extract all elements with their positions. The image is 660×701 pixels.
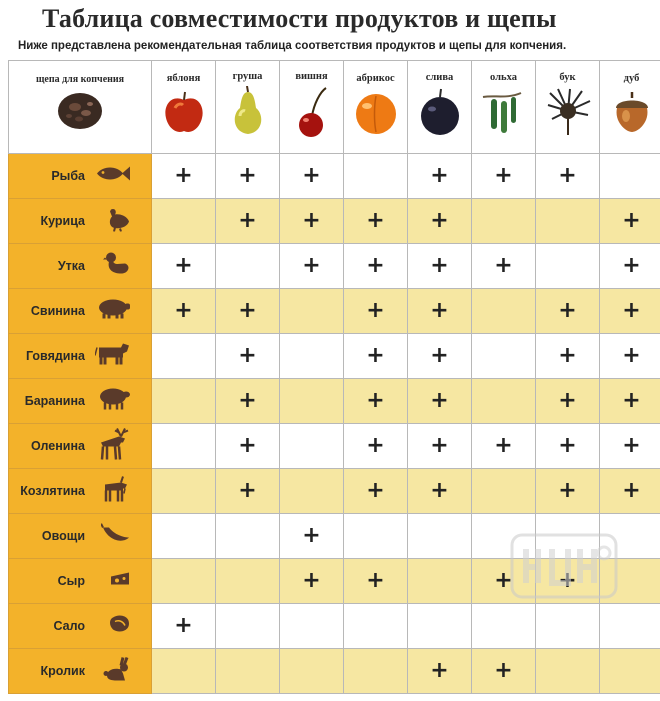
row-label: Курица bbox=[40, 214, 85, 228]
cheese-icon bbox=[109, 571, 131, 592]
plus-mark: + bbox=[238, 343, 257, 368]
plus-mark: + bbox=[558, 343, 577, 368]
plus-mark: + bbox=[238, 298, 257, 323]
column-header-cherry bbox=[280, 61, 344, 154]
lard-icon bbox=[109, 614, 131, 639]
fish-icon bbox=[95, 165, 131, 188]
compatibility-cell bbox=[472, 244, 536, 289]
compatibility-cell bbox=[152, 514, 216, 559]
plus-mark: + bbox=[302, 163, 321, 188]
compatibility-cell bbox=[216, 289, 280, 334]
column-header-apple bbox=[152, 61, 216, 154]
compatibility-cell bbox=[344, 334, 408, 379]
compatibility-cell bbox=[344, 199, 408, 244]
corner-label: щепа для копчения bbox=[35, 73, 125, 85]
compatibility-cell bbox=[408, 514, 472, 559]
row-label: Оленина bbox=[30, 439, 85, 453]
plus-mark: + bbox=[494, 658, 513, 683]
compatibility-cell bbox=[280, 649, 344, 694]
compatibility-cell bbox=[408, 199, 472, 244]
compatibility-cell bbox=[344, 424, 408, 469]
compatibility-cell bbox=[216, 559, 280, 604]
compatibility-cell bbox=[600, 289, 660, 334]
compatibility-cell bbox=[344, 289, 408, 334]
plus-mark: + bbox=[622, 388, 641, 413]
plus-mark: + bbox=[430, 343, 449, 368]
plus-mark: + bbox=[174, 163, 193, 188]
row-header bbox=[9, 514, 152, 559]
compatibility-cell bbox=[344, 604, 408, 649]
compatibility-cell bbox=[280, 379, 344, 424]
compatibility-cell bbox=[472, 649, 536, 694]
header-row bbox=[9, 61, 660, 154]
compatibility-cell bbox=[216, 199, 280, 244]
compatibility-cell bbox=[216, 514, 280, 559]
plus-mark: + bbox=[302, 253, 321, 278]
plus-mark: + bbox=[430, 433, 449, 458]
compatibility-cell bbox=[216, 244, 280, 289]
compatibility-cell bbox=[536, 199, 600, 244]
acorn-icon bbox=[608, 88, 656, 136]
compatibility-cell bbox=[344, 469, 408, 514]
compatibility-cell bbox=[152, 199, 216, 244]
row-header bbox=[9, 469, 152, 514]
compatibility-cell bbox=[344, 379, 408, 424]
row-header bbox=[9, 424, 152, 469]
column-header-pear bbox=[216, 61, 280, 154]
plus-mark: + bbox=[494, 433, 513, 458]
compatibility-cell bbox=[600, 424, 660, 469]
chicken-icon bbox=[105, 206, 131, 237]
compatibility-cell bbox=[600, 469, 660, 514]
compatibility-cell bbox=[600, 649, 660, 694]
plus-mark: + bbox=[622, 298, 641, 323]
row-label: Сыр bbox=[57, 574, 85, 588]
compatibility-cell bbox=[536, 289, 600, 334]
table-row bbox=[9, 379, 660, 424]
column-label: ольха bbox=[490, 71, 517, 83]
compatibility-cell bbox=[600, 334, 660, 379]
compatibility-cell bbox=[216, 424, 280, 469]
row-label: Овощи bbox=[41, 529, 85, 543]
apple-icon bbox=[161, 88, 207, 136]
compatibility-cell bbox=[344, 559, 408, 604]
compatibility-cell bbox=[472, 469, 536, 514]
wood-chips-icon bbox=[55, 85, 105, 131]
sheep-icon bbox=[97, 387, 131, 416]
table-row bbox=[9, 334, 660, 379]
compatibility-cell bbox=[344, 514, 408, 559]
column-header-beech bbox=[536, 61, 600, 154]
plus-mark: + bbox=[494, 163, 513, 188]
compatibility-cell bbox=[344, 649, 408, 694]
row-label: Свинина bbox=[30, 304, 85, 318]
row-header bbox=[9, 604, 152, 649]
table-row bbox=[9, 244, 660, 289]
duck-icon bbox=[103, 252, 131, 281]
compatibility-cell bbox=[536, 649, 600, 694]
plus-mark: + bbox=[366, 478, 385, 503]
column-label: бук bbox=[559, 71, 576, 83]
row-header bbox=[9, 199, 152, 244]
row-label: Рыба bbox=[51, 169, 85, 183]
row-header bbox=[9, 244, 152, 289]
compatibility-cell bbox=[152, 379, 216, 424]
column-label: абрикос bbox=[356, 72, 395, 84]
plus-mark: + bbox=[430, 298, 449, 323]
plus-mark: + bbox=[238, 208, 257, 233]
plus-mark: + bbox=[622, 478, 641, 503]
compatibility-cell bbox=[280, 604, 344, 649]
row-label: Кролик bbox=[40, 664, 85, 678]
compatibility-cell bbox=[152, 244, 216, 289]
plus-mark: + bbox=[622, 208, 641, 233]
compatibility-cell bbox=[152, 604, 216, 649]
pig-icon bbox=[97, 298, 131, 325]
compatibility-cell bbox=[216, 379, 280, 424]
compatibility-cell bbox=[472, 199, 536, 244]
compatibility-cell bbox=[408, 649, 472, 694]
plus-mark: + bbox=[558, 388, 577, 413]
corner-cell bbox=[9, 61, 152, 154]
compatibility-cell bbox=[216, 604, 280, 649]
compatibility-cell bbox=[536, 244, 600, 289]
compatibility-cell bbox=[216, 334, 280, 379]
plus-mark: + bbox=[366, 388, 385, 413]
plus-mark: + bbox=[558, 298, 577, 323]
plus-mark: + bbox=[558, 478, 577, 503]
compatibility-cell bbox=[152, 154, 216, 199]
plus-mark: + bbox=[174, 613, 193, 638]
plus-mark: + bbox=[366, 253, 385, 278]
compatibility-cell bbox=[280, 154, 344, 199]
table-row bbox=[9, 604, 660, 649]
compatibility-cell bbox=[216, 154, 280, 199]
plus-mark: + bbox=[494, 568, 513, 593]
row-label: Говядина bbox=[25, 349, 85, 363]
plus-mark: + bbox=[622, 253, 641, 278]
compatibility-cell bbox=[280, 334, 344, 379]
compatibility-cell bbox=[408, 379, 472, 424]
compatibility-cell bbox=[472, 289, 536, 334]
row-header bbox=[9, 289, 152, 334]
compatibility-cell bbox=[280, 469, 344, 514]
plus-mark: + bbox=[558, 568, 577, 593]
row-header bbox=[9, 334, 152, 379]
deer-icon bbox=[97, 427, 131, 466]
compatibility-cell bbox=[216, 649, 280, 694]
table-row bbox=[9, 199, 660, 244]
compatibility-cell bbox=[472, 334, 536, 379]
page-subtitle: Ниже представлена рекомендательная таблица соответствия продуктов и щепы для копчения. bbox=[18, 40, 567, 52]
rabbit-icon bbox=[103, 656, 131, 687]
compatibility-cell bbox=[216, 469, 280, 514]
compatibility-cell bbox=[536, 424, 600, 469]
compatibility-cell bbox=[536, 469, 600, 514]
column-header-plum bbox=[408, 61, 472, 154]
compatibility-cell bbox=[472, 154, 536, 199]
cow-icon bbox=[95, 342, 131, 371]
compatibility-cell bbox=[600, 379, 660, 424]
row-label: Баранина bbox=[24, 394, 85, 408]
apricot-icon bbox=[352, 88, 400, 136]
table-row bbox=[9, 154, 660, 199]
plus-mark: + bbox=[238, 478, 257, 503]
compatibility-cell bbox=[152, 469, 216, 514]
table-row bbox=[9, 649, 660, 694]
plus-mark: + bbox=[366, 568, 385, 593]
compatibility-cell bbox=[152, 559, 216, 604]
column-label: слива bbox=[425, 71, 454, 83]
goat-icon bbox=[101, 475, 131, 508]
compatibility-cell bbox=[408, 559, 472, 604]
compatibility-cell bbox=[344, 154, 408, 199]
compatibility-cell bbox=[408, 604, 472, 649]
plus-mark: + bbox=[622, 433, 641, 458]
plus-mark: + bbox=[366, 433, 385, 458]
compatibility-cell bbox=[600, 199, 660, 244]
compatibility-cell bbox=[600, 604, 660, 649]
compatibility-cell bbox=[280, 424, 344, 469]
compatibility-cell bbox=[152, 424, 216, 469]
compatibility-cell bbox=[536, 379, 600, 424]
plus-mark: + bbox=[558, 163, 577, 188]
compatibility-cell bbox=[280, 289, 344, 334]
plus-mark: + bbox=[302, 523, 321, 548]
compatibility-cell bbox=[152, 649, 216, 694]
page-title: Таблица совместимости продуктов и щепы bbox=[42, 4, 557, 33]
plus-mark: + bbox=[366, 298, 385, 323]
compatibility-cell bbox=[280, 244, 344, 289]
compatibility-cell bbox=[408, 244, 472, 289]
row-label: Сало bbox=[53, 619, 85, 633]
plus-mark: + bbox=[430, 163, 449, 188]
column-label: дуб bbox=[623, 72, 640, 84]
table-row bbox=[9, 424, 660, 469]
compatibility-cell bbox=[344, 244, 408, 289]
plus-mark: + bbox=[366, 343, 385, 368]
row-label: Утка bbox=[57, 259, 85, 273]
column-label: яблоня bbox=[166, 72, 201, 84]
compatibility-cell bbox=[152, 289, 216, 334]
plus-mark: + bbox=[430, 478, 449, 503]
table-row bbox=[9, 289, 660, 334]
compatibility-cell bbox=[472, 424, 536, 469]
plus-mark: + bbox=[430, 658, 449, 683]
compatibility-cell bbox=[536, 604, 600, 649]
row-header bbox=[9, 559, 152, 604]
plus-mark: + bbox=[430, 253, 449, 278]
plum-icon bbox=[417, 87, 463, 137]
cherry-icon bbox=[292, 86, 332, 138]
compatibility-cell bbox=[408, 424, 472, 469]
compatibility-cell bbox=[472, 604, 536, 649]
plus-mark: + bbox=[366, 208, 385, 233]
plus-mark: + bbox=[558, 433, 577, 458]
plus-mark: + bbox=[622, 343, 641, 368]
pear-icon bbox=[228, 86, 268, 138]
plus-mark: + bbox=[302, 568, 321, 593]
plus-mark: + bbox=[430, 388, 449, 413]
row-label: Козлятина bbox=[20, 484, 85, 498]
compatibility-cell bbox=[472, 379, 536, 424]
compatibility-cell bbox=[536, 334, 600, 379]
watermark-logo-icon bbox=[508, 527, 620, 603]
vegetable-icon bbox=[101, 524, 131, 549]
compatibility-cell bbox=[280, 514, 344, 559]
column-header-apricot bbox=[344, 61, 408, 154]
alder-catkins-icon bbox=[481, 87, 527, 137]
compatibility-cell bbox=[280, 199, 344, 244]
table-row bbox=[9, 469, 660, 514]
plus-mark: + bbox=[302, 208, 321, 233]
plus-mark: + bbox=[430, 208, 449, 233]
compatibility-cell bbox=[408, 469, 472, 514]
column-label: вишня bbox=[295, 70, 328, 82]
beech-branch-icon bbox=[544, 87, 592, 137]
plus-mark: + bbox=[174, 298, 193, 323]
compatibility-cell bbox=[280, 559, 344, 604]
plus-mark: + bbox=[238, 163, 257, 188]
plus-mark: + bbox=[494, 253, 513, 278]
row-header bbox=[9, 649, 152, 694]
plus-mark: + bbox=[238, 433, 257, 458]
plus-mark: + bbox=[174, 253, 193, 278]
compatibility-cell bbox=[408, 334, 472, 379]
column-label: груша bbox=[232, 70, 263, 82]
compatibility-cell bbox=[600, 154, 660, 199]
row-header bbox=[9, 154, 152, 199]
table-body bbox=[9, 154, 660, 694]
column-header-oak bbox=[600, 61, 660, 154]
column-header-alder bbox=[472, 61, 536, 154]
compatibility-cell bbox=[408, 289, 472, 334]
compatibility-cell bbox=[536, 154, 600, 199]
compatibility-cell bbox=[408, 154, 472, 199]
row-header bbox=[9, 379, 152, 424]
compatibility-cell bbox=[152, 334, 216, 379]
compatibility-cell bbox=[600, 244, 660, 289]
plus-mark: + bbox=[238, 388, 257, 413]
